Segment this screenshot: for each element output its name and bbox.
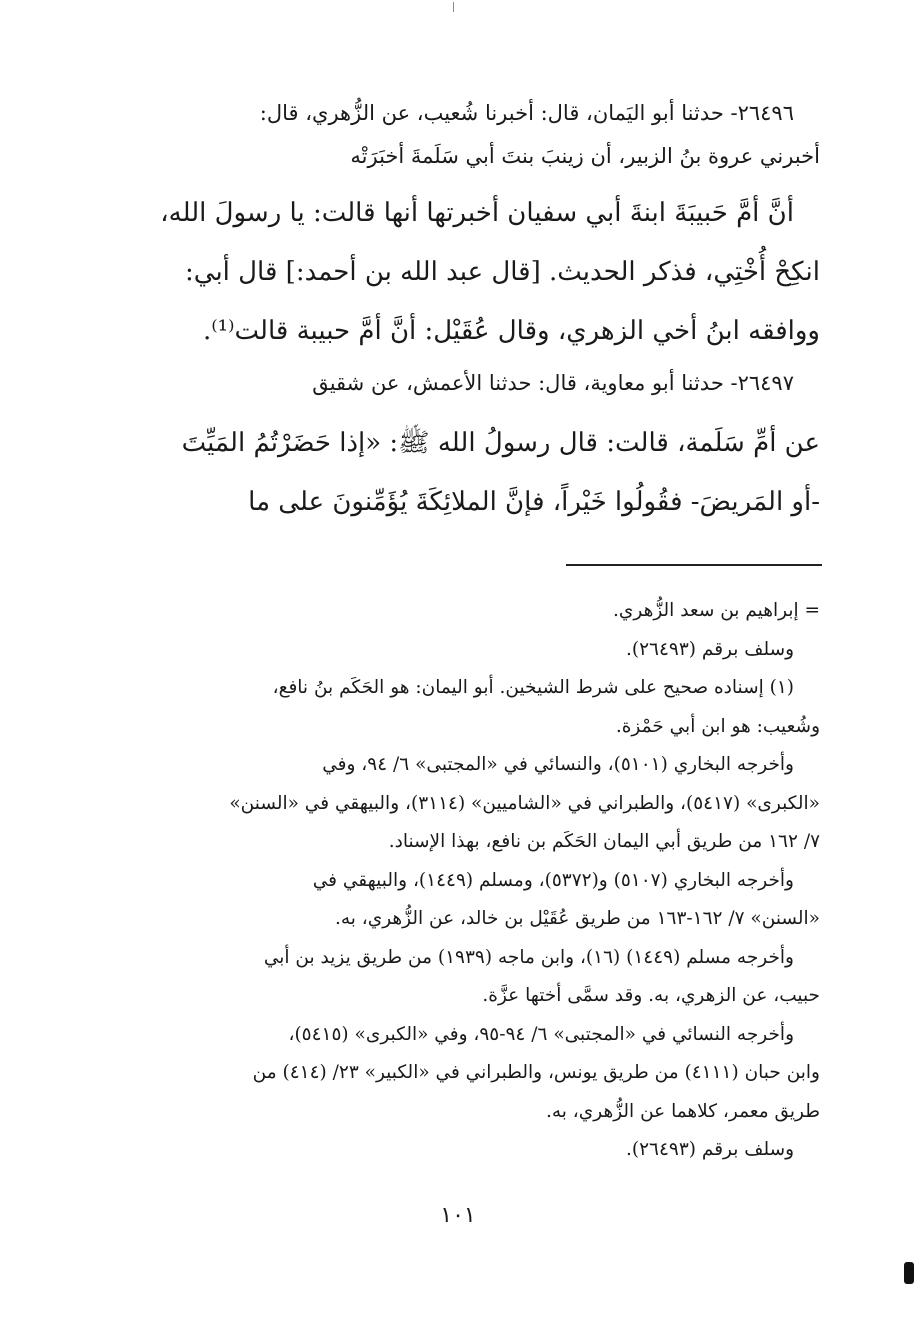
footnote-line: وأخرجه مسلم (١٤٤٩) (١٦)، وابن ماجه (١٩٣٩) من طريق يزيد بن أبي: [263, 946, 794, 968]
footnote-line: وسلف برقم (٢٦٤٩٣).: [626, 638, 794, 660]
footnote-line: = إبراهيم بن سعد الزُّهري.: [613, 600, 820, 621]
footnote-line: وسلف برقم (٢٦٤٩٣).: [626, 1139, 794, 1160]
footnote-line: ٧/ ١٦٢ من طريق أبي اليمان الحَكَم بن نافع، بهذا الإسناد.: [388, 831, 820, 852]
hadith-26496-isnad: [120, 92, 820, 178]
footnote-line: حبيب، عن الزهري، به. وقد سمَّى أختها عزَّة.: [482, 985, 820, 1006]
footnote-separator: [566, 564, 822, 566]
matn-line: ووافقه ابنُ أخي الزهري، وقال عُقَيْل: أنَّ أمَّ حبيبة قالت⁽¹⁾.: [203, 316, 820, 346]
footnote-line: «الكبرى» (٥٤١٧)، والطبراني في «الشاميين» (٣١١٤)، والبيهقي في «السنن»: [229, 792, 820, 814]
footnote-line: وأخرجه البخاري (٥١٠١)، والنسائي في «المجتبى» ٦/ ٩٤، وفي: [322, 754, 794, 775]
footnote-line: «السنن» ٧/ ١٦٢-١٦٣ من طريق عُقَيْل بن خالد، عن الزُّهري، به.: [334, 908, 820, 929]
hadith-26496-matn: [120, 184, 820, 361]
page-number: ١٠١: [440, 1203, 476, 1228]
matn-line: أنَّ أمَّ حَبيبَةَ ابنةَ أبي سفيان أخبرتها أنها قالت: يا رسولَ الله،: [160, 198, 794, 228]
isnad-line: ٢٦٤٩٧- حدثنا أبو معاوية، قال: حدثنا الأعمش، عن شقيق: [312, 371, 794, 395]
isnad-line: أخبرني عروة بنُ الزبير، أن زينبَ بنتَ أبي سَلَمةَ أخبَرَتْه: [350, 144, 820, 168]
scan-edge-mark: [904, 1262, 914, 1284]
isnad-line: ٢٦٤٩٦- حدثنا أبو اليَمان، قال: أخبرنا شُعيب، عن الزُّهري، قال:: [259, 101, 794, 125]
matn-line: عن أمِّ سَلَمة، قالت: قال رسولُ الله ﷺ: «إذا حَضَرْتُمُ المَيِّتَ: [181, 428, 820, 458]
matn-line: -أو المَريضَ- فقُولُوا خَيْراً، فإنَّ الملائِكَةَ يُؤَمِّنونَ على ما: [248, 487, 820, 517]
matn-line: انكِحْ أُخْتِي، فذكر الحديث. [قال عبد الله بن أحمد:] قال أبي:: [185, 257, 820, 287]
footnote-line: وشُعيب: هو ابن أبي حَمْزة.: [615, 715, 820, 737]
footnote-line: وأخرجه النسائي في «المجتبى» ٦/ ٩٤-٩٥، وفي «الكبرى» (٥٤١٥)،: [288, 1023, 794, 1045]
hadith-26497-isnad: [120, 362, 820, 405]
footnote-line: وابن حبان (٤١١١) من طريق يونس، والطبراني في «الكبير» ٢٣/ (٤١٤) من: [252, 1062, 820, 1083]
footnote-line: (١) إسناده صحيح على شرط الشيخين. أبو اليمان: هو الحَكَم بنُ نافع،: [272, 677, 794, 698]
footnote-line: وأخرجه البخاري (٥١٠٧) و(٥٣٧٢)، ومسلم (١٤٤٩)، والبيهقي في: [312, 869, 794, 891]
footnote-line: طريق معمر، كلاهما عن الزُّهري، به.: [545, 1100, 820, 1122]
hadith-26497-matn: [120, 414, 820, 532]
top-edge-mark: [453, 2, 454, 12]
footnotes: [120, 592, 820, 1170]
